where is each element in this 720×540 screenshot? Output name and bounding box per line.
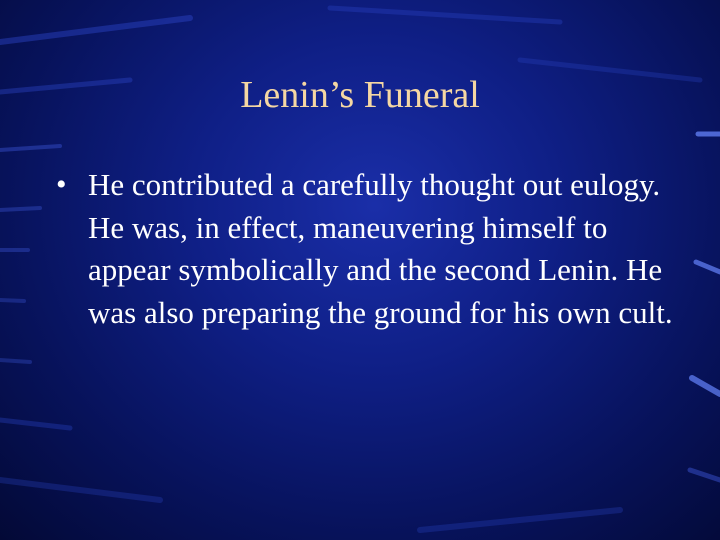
bullet-text: He contributed a carefully thought out eulogy. He was, in effect, maneuvering himself to appear symbolically and the second Lenin. He was also preparing the ground for his own cult. [88, 167, 673, 330]
slide-title: Lenin’s Funeral [240, 74, 480, 116]
bullet-list [56, 164, 676, 334]
bullet-marker: • [56, 168, 67, 201]
bullet-item [56, 164, 676, 334]
